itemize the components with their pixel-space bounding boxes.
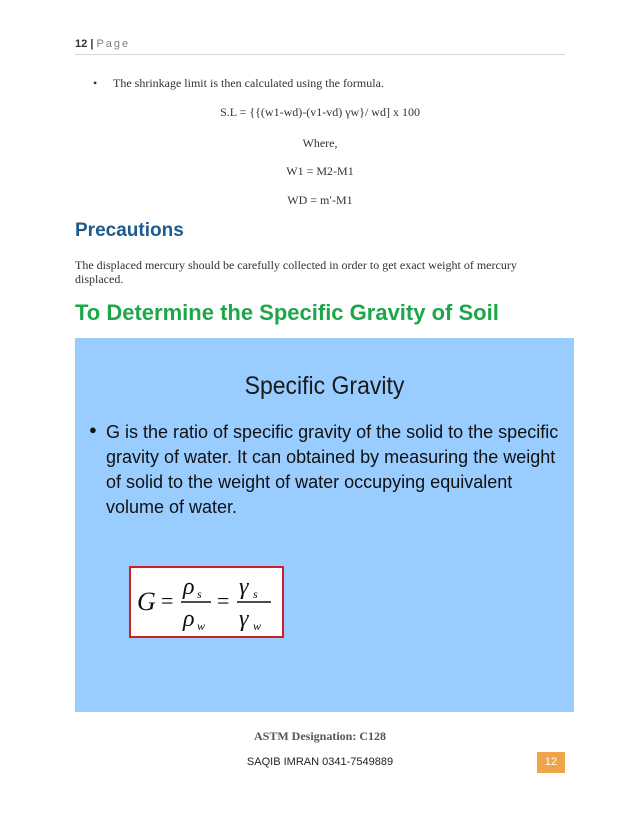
footer-page-number: 12 xyxy=(537,752,565,773)
formula-rho-sub-w: w xyxy=(197,619,206,633)
formula-gamma-top: γ xyxy=(239,574,249,600)
w1-definition: W1 = M2-M1 xyxy=(286,164,354,178)
slide-bullet-icon: ● xyxy=(89,422,97,437)
specific-gravity-formula xyxy=(129,566,284,638)
formula-rho-top: ρ xyxy=(183,574,195,600)
formula-eq-1: = xyxy=(161,588,174,613)
formula-g: G xyxy=(137,587,156,616)
header-page-label: Page xyxy=(96,38,131,50)
specific-gravity-slide-image xyxy=(75,338,574,712)
precautions-text: The displaced mercury should be carefully collected in order to get exact weight of mercury displaced. xyxy=(75,258,517,286)
formula-eq-2: = xyxy=(217,588,230,613)
formula-gamma-sub-s: s xyxy=(253,587,258,601)
formula-gamma-bottom: γ xyxy=(239,606,249,632)
bullet-icon: • xyxy=(93,76,98,90)
header-separator: | xyxy=(90,38,94,50)
page-header xyxy=(75,38,565,55)
slide-title: Specific Gravity xyxy=(244,372,405,400)
shrinkage-bullet xyxy=(93,76,384,91)
astm-caption: ASTM Designation: C128 xyxy=(253,729,386,743)
footer-author: SAQIB IMRAN 0341-7549889 xyxy=(246,756,394,768)
formula-rho-sub-s: s xyxy=(197,587,202,601)
specific-gravity-heading: To Determine the Specific Gravity of Soil xyxy=(75,300,499,325)
wd-definition: WD = mʹ-M1 xyxy=(287,193,353,207)
shrinkage-bullet-text: The shrinkage limit is then calculated using the formula. xyxy=(113,76,384,90)
formula-svg xyxy=(131,568,282,636)
header-page-number: 12 xyxy=(75,38,88,50)
shrinkage-formula: S.L = {{(w1-wd)-(v1-vd) γw}/ wd] x 100 xyxy=(220,105,420,119)
slide-definition-text: G is the ratio of specific gravity of the solid to the specific gravity of water. It can obtained by measuring the weight of solid to the weight of water occupying equivalent volume of water. xyxy=(106,422,559,517)
where-label: Where, xyxy=(302,136,338,150)
formula-gamma-sub-w: w xyxy=(253,619,262,633)
formula-rho-bottom: ρ xyxy=(183,606,195,632)
precautions-heading: Precautions xyxy=(75,220,184,241)
